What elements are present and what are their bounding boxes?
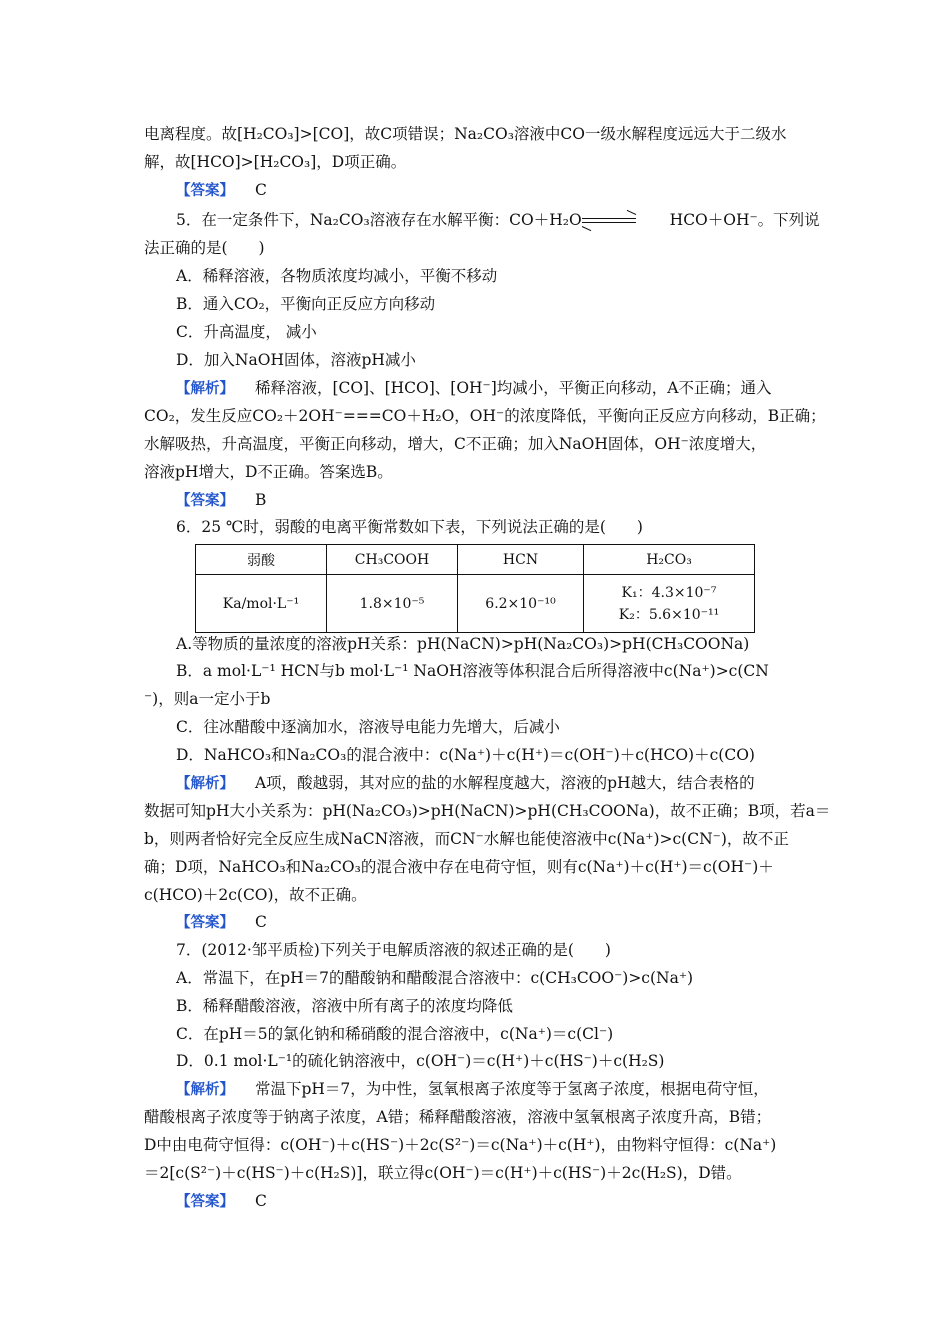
option-d: D．NaHCO₃和Na₂CO₃的混合液中：c(Na⁺)＋c(H⁺)＝c(OH⁻)＋c(HCO)＋c(CO): [176, 746, 755, 764]
text-line: 解，故[HCO]>[H₂CO₃]，D项正确。: [144, 153, 407, 171]
analysis-text: 常温下pH＝7，为中性，氢氧根离子浓度等于氢离子浓度，根据电荷守恒，: [254, 1080, 769, 1098]
k1-value: K₁：4.3×10⁻⁷: [621, 584, 717, 601]
text-line: D中由电荷守恒得：c(OH⁻)＋c(HS⁻)＋2c(S²⁻)＝c(Na⁺)＋c(H⁺)，由物料守恒得：c(Na⁺): [144, 1136, 777, 1154]
answer-value: C: [254, 181, 267, 199]
text-line: 电离程度。故[H₂CO₃]>[CO]，故C项错误；Na₂CO₃溶液中CO一级水解程度远远大于二级水: [144, 125, 787, 143]
answer-value: C: [254, 913, 267, 931]
analysis-line: [176, 773, 755, 794]
answer-line: [176, 490, 266, 511]
analysis-text: 稀释溶液，[CO]、[HCO]、[OH⁻]均减小，平衡正向移动，A不正确；通入: [254, 379, 772, 397]
answer-line: [176, 180, 267, 201]
option-a: A．稀释溶液，各物质浓度均减小，平衡不移动: [176, 267, 498, 285]
equilibrium-arrow-icon: [582, 216, 636, 226]
answer-tag: 【答案】: [176, 915, 234, 931]
table-header-row: [196, 545, 755, 575]
answer-tag: 【答案】: [176, 493, 234, 509]
text-line: 法正确的是( ): [144, 239, 265, 257]
option-d: D．0.1 mol·L⁻¹的硫化钠溶液中，c(OH⁻)＝c(H⁺)＋c(HS⁻)＋c(H₂S): [176, 1052, 665, 1070]
text-line: b，则两者恰好完全反应生成NaCN溶液，而CN⁻水解也能使溶液中c(Na⁺)>c(CN⁻)，故不正: [144, 830, 789, 848]
analysis-tag: 【解析】: [176, 776, 234, 792]
question-7-line: 7．(2012·邹平质检)下列关于电解质溶液的叙述正确的是( ): [176, 941, 611, 959]
analysis-line: [176, 378, 771, 399]
table-row: [196, 575, 755, 633]
question-6-line: 6．25 ℃时，弱酸的电离平衡常数如下表，下列说法正确的是( ): [176, 518, 643, 536]
text-line: c(HCO)＋2c(CO)，故不正确。: [144, 886, 367, 904]
analysis-text: A项，酸越弱，其对应的盐的水解程度越大，溶液的pH越大，结合表格的: [254, 774, 755, 792]
text-line: 溶液pH增大，D不正确。答案选B。: [144, 463, 393, 481]
table-cell: HCN: [458, 545, 584, 575]
option-b: B．a mol·L⁻¹ HCN与b mol·L⁻¹ NaOH溶液等体积混合后所得溶液中c(Na⁺)>c(CN: [176, 662, 769, 680]
question-5-line: [176, 210, 820, 230]
answer-line: [176, 1191, 267, 1212]
analysis-line: [176, 1079, 769, 1100]
option-a: A．常温下，在pH＝7的醋酸钠和醋酸混合溶液中：c(CH₃COO⁻)>c(Na⁺): [176, 969, 694, 987]
text-line: ⁻)，则a一定小于b: [144, 690, 271, 708]
text-line: CO₂，发生反应CO₂＋2OH⁻===CO＋H₂O，OH⁻的浓度降低，平衡向正反应方向移动，B正确；: [144, 407, 826, 425]
text-line: 确；D项，NaHCO₃和Na₂CO₃的混合液中存在电荷守恒，则有c(Na⁺)＋c(H⁺)＝c(OH⁻)＋: [144, 858, 774, 876]
table-cell: H₂CO₃: [584, 545, 755, 575]
option-c: C．往冰醋酸中逐滴加水，溶液导电能力先增大，后减小: [176, 718, 560, 736]
answer-value: B: [254, 491, 267, 509]
option-b: B．通入CO₂，平衡向正反应方向移动: [176, 295, 436, 313]
option-c: C．在pH＝5的氯化钠和稀硝酸的混合溶液中，c(Na⁺)＝c(Cl⁻): [176, 1025, 614, 1043]
text-line: 数据可知pH大小关系为：pH(Na₂CO₃)>pH(NaCN)>pH(CH₃COONa)，故不正确；B项，若a＝: [144, 802, 831, 820]
analysis-tag: 【解析】: [176, 1082, 234, 1098]
answer-value: C: [254, 1192, 267, 1210]
table-cell: 弱酸: [196, 545, 327, 575]
text-line: ＝2[c(S²⁻)＋c(HS⁻)＋c(H₂S)]，联立得c(OH⁻)＝c(H⁺)＋c(HS⁻)＋2c(H₂S)，D错。: [144, 1164, 742, 1182]
option-c: C．升高温度， 减小: [176, 323, 317, 341]
text-line: 醋酸根离子浓度等于钠离子浓度，A错；稀释醋酸溶液，溶液中氢氧根离子浓度升高，B错；: [144, 1108, 772, 1126]
text-line: 水解吸热，升高温度，平衡正向移动，增大，C不正确；加入NaOH固体，OH⁻浓度增大，: [144, 435, 767, 453]
question-5-text: 5．在一定条件下，Na₂CO₃溶液存在水解平衡：CO＋H₂O: [176, 211, 582, 229]
k2-value: K₂：5.6×10⁻¹¹: [618, 606, 720, 623]
table-cell: 1.8×10⁻⁵: [327, 575, 458, 633]
table-cell: CH₃COOH: [327, 545, 458, 575]
table-cell: [584, 575, 755, 633]
answer-line: [176, 912, 267, 933]
option-a: A.等物质的量浓度的溶液pH关系：pH(NaCN)>pH(Na₂CO₃)>pH(CH₃COONa): [176, 635, 750, 653]
option-d: D．加入NaOH固体，溶液pH减小: [176, 351, 416, 369]
answer-tag: 【答案】: [176, 1194, 234, 1210]
table-cell: Ka/mol·L⁻¹: [196, 575, 327, 633]
table-cell: 6.2×10⁻¹⁰: [458, 575, 584, 633]
acid-constants-table: [195, 544, 755, 633]
option-b: B．稀释醋酸溶液，溶液中所有离子的浓度均降低: [176, 997, 513, 1015]
answer-tag: 【答案】: [176, 183, 234, 199]
analysis-tag: 【解析】: [176, 381, 234, 397]
question-5-text-2: HCO＋OH⁻。下列说: [669, 211, 820, 229]
